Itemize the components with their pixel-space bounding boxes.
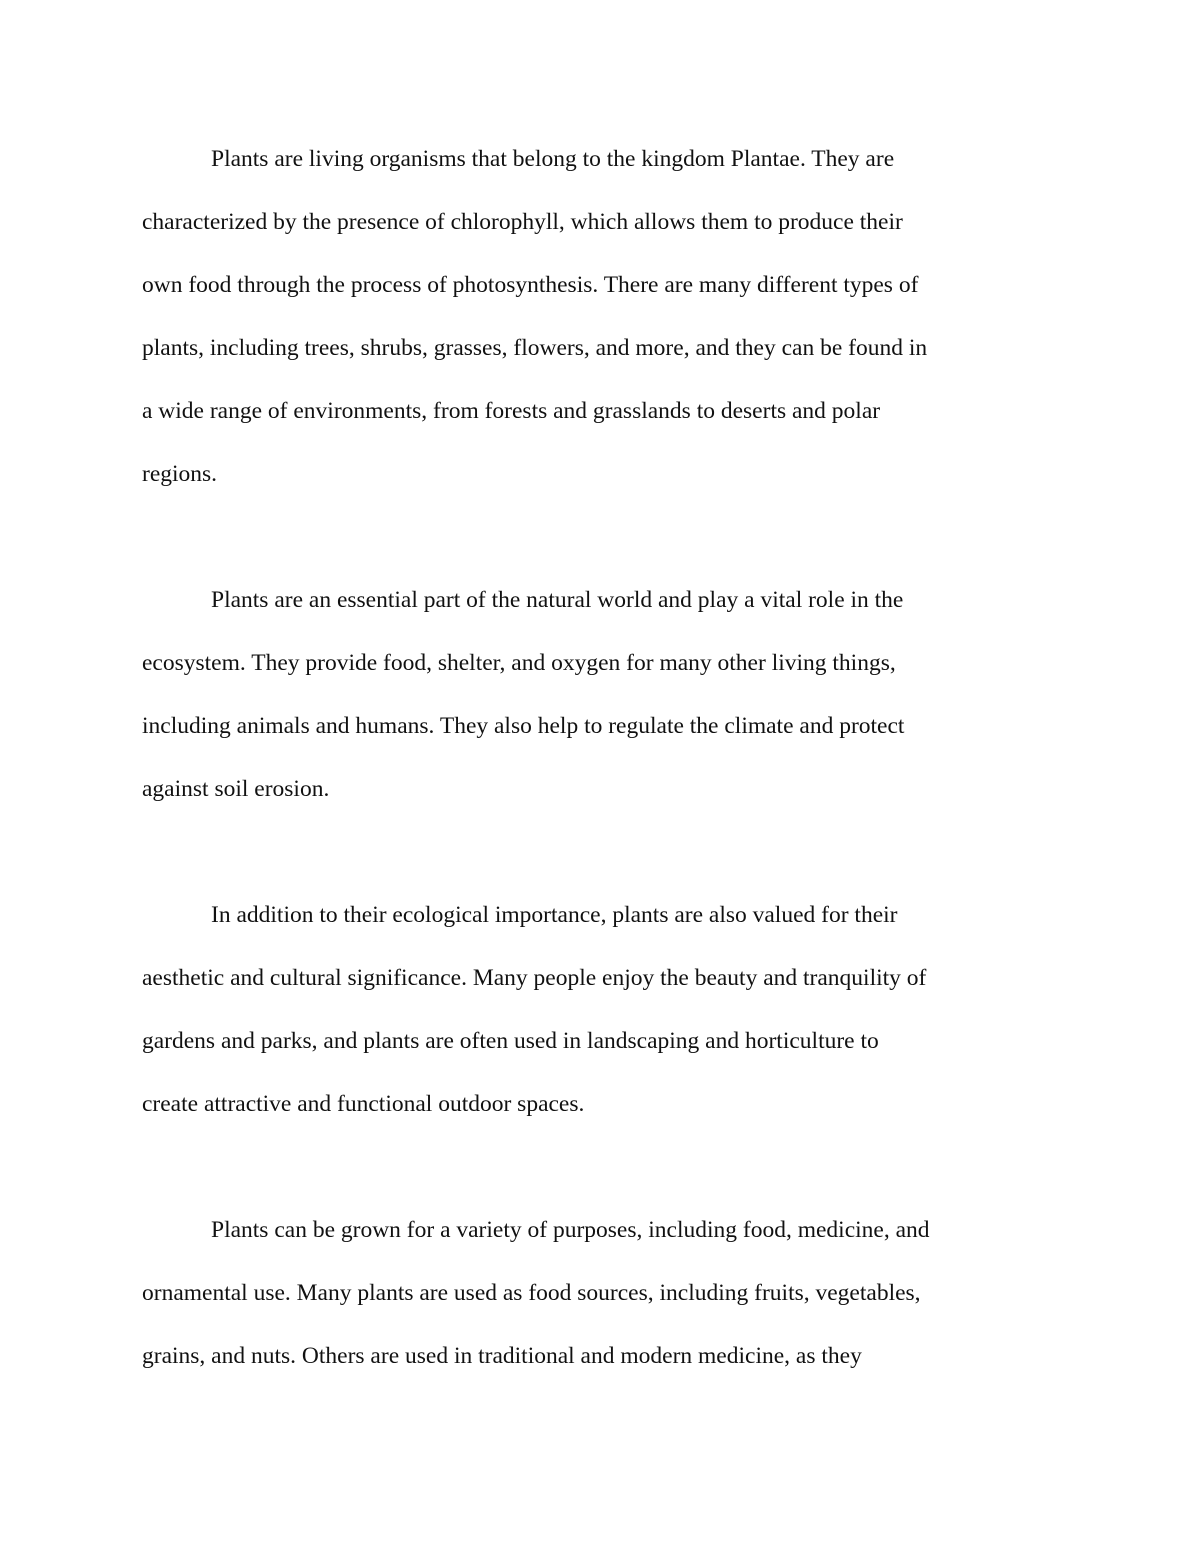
paragraph-line: own food through the process of photosynthesis. There are many different types of (142, 272, 919, 298)
document-body (142, 128, 1064, 1451)
paragraph-4 (142, 1199, 1064, 1388)
paragraph-line: ornamental use. Many plants are used as food sources, including fruits, vegetables, (142, 1280, 921, 1306)
paragraph-line: against soil erosion. (142, 776, 330, 802)
paragraph-2 (142, 569, 1064, 821)
paragraph-line: create attractive and functional outdoor spaces. (142, 1091, 585, 1117)
paragraph-line: gardens and parks, and plants are often used in landscaping and horticulture to (142, 1028, 879, 1054)
paragraph-1 (142, 128, 1064, 506)
paragraph-line: Plants are an essential part of the natural world and play a vital role in the (211, 587, 904, 613)
paragraph-line: Plants can be grown for a variety of purposes, including food, medicine, and (211, 1217, 930, 1243)
paragraph-line: ecosystem. They provide food, shelter, and oxygen for many other living things, (142, 650, 896, 676)
paragraph-line: grains, and nuts. Others are used in traditional and modern medicine, as they (142, 1343, 862, 1369)
paragraph-line: characterized by the presence of chlorophyll, which allows them to produce their (142, 209, 903, 235)
paragraph-line: plants, including trees, shrubs, grasses, flowers, and more, and they can be found in (142, 335, 928, 361)
paragraph-line: aesthetic and cultural significance. Many people enjoy the beauty and tranquility of (142, 965, 927, 991)
paragraph-line: In addition to their ecological importance, plants are also valued for their (211, 902, 898, 928)
paragraph-line: Plants are living organisms that belong to the kingdom Plantae. They are (211, 146, 895, 172)
paragraph-line: a wide range of environments, from forests and grasslands to deserts and polar (142, 398, 881, 424)
paragraph-3 (142, 884, 1064, 1136)
paragraph-line: including animals and humans. They also help to regulate the climate and protect (142, 713, 905, 739)
paragraph-line: regions. (142, 461, 218, 487)
